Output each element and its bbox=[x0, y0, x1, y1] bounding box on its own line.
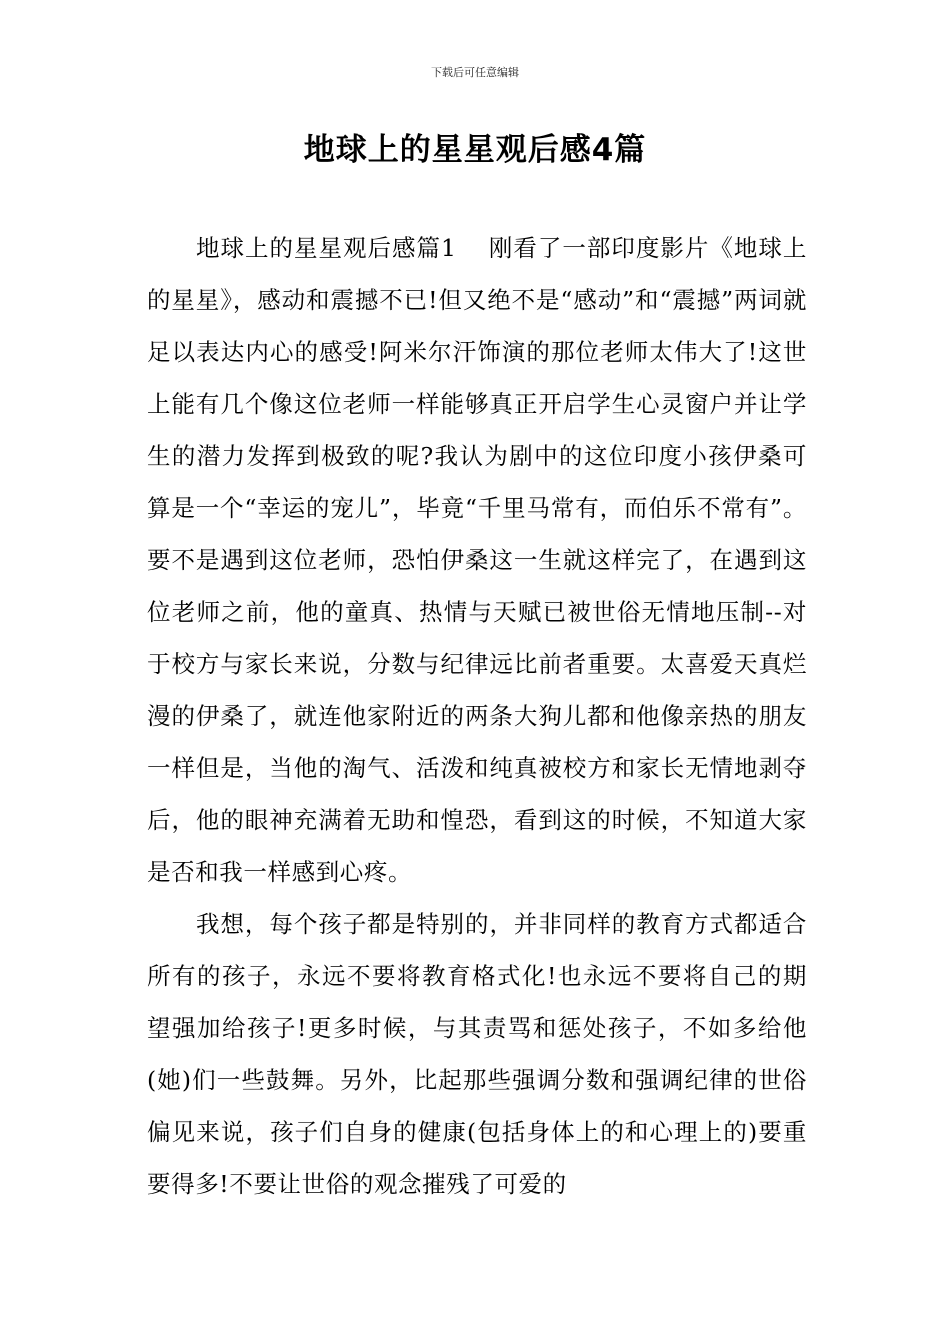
paragraph-1-text: 刚看了一部印度影片《地球上的星星》，感动和震撼不已!但又绝不是“感动”和“震撼”两词就足以表达内心的感受!阿米尔汗饰演的那位老师太伟大了!这世上能有几个像这位老师一样能够真正开启学生心灵窗户并让学生的潜力发挥到极致的呢?我认为剧中的这位印度小孩伊桑可算是一个“幸运的宠儿”，毕竟“千里马常有，而伯乐不常有”。要不是遇到这位老师，恐怕伊桑这一生就这样完了，在遇到这位老师之前，他的童真、热情与天赋已被世俗无情地压制--对于校方与家长来说，分数与纪律远比前者重要。太喜爱天真烂漫的伊桑了，就连他家附近的两条大狗儿都和他像亲热的朋友一样但是，当他的淘气、活泼和纯真被校方和家长无情地剥夺后，他的眼神充满着无助和惶恐，看到这的时候，不知道大家是否和我一样感到心疼。 bbox=[147, 234, 807, 886]
document-title: 地球上的星星观后感4篇 bbox=[303, 132, 647, 168]
section-label: 地球上的星星观后感篇1 bbox=[196, 234, 457, 262]
document-body bbox=[147, 222, 807, 1210]
paragraph-1 bbox=[147, 222, 807, 898]
header-note: 下载后可任意编辑 bbox=[431, 66, 519, 79]
paragraph-2: 我想，每个孩子都是特别的，并非同样的教育方式都适合所有的孩子，永远不要将教育格式化!也永远不要将自己的期望强加给孩子!更多时候，与其责骂和惩处孩子，不如多给他(她)们一些鼓舞。另外，比起那些强调分数和强调纪律的世俗偏见来说，孩子们自身的健康(包括身体上的和心理上的)要重要得多!不要让世俗的观念摧残了可爱的 bbox=[147, 910, 807, 1198]
